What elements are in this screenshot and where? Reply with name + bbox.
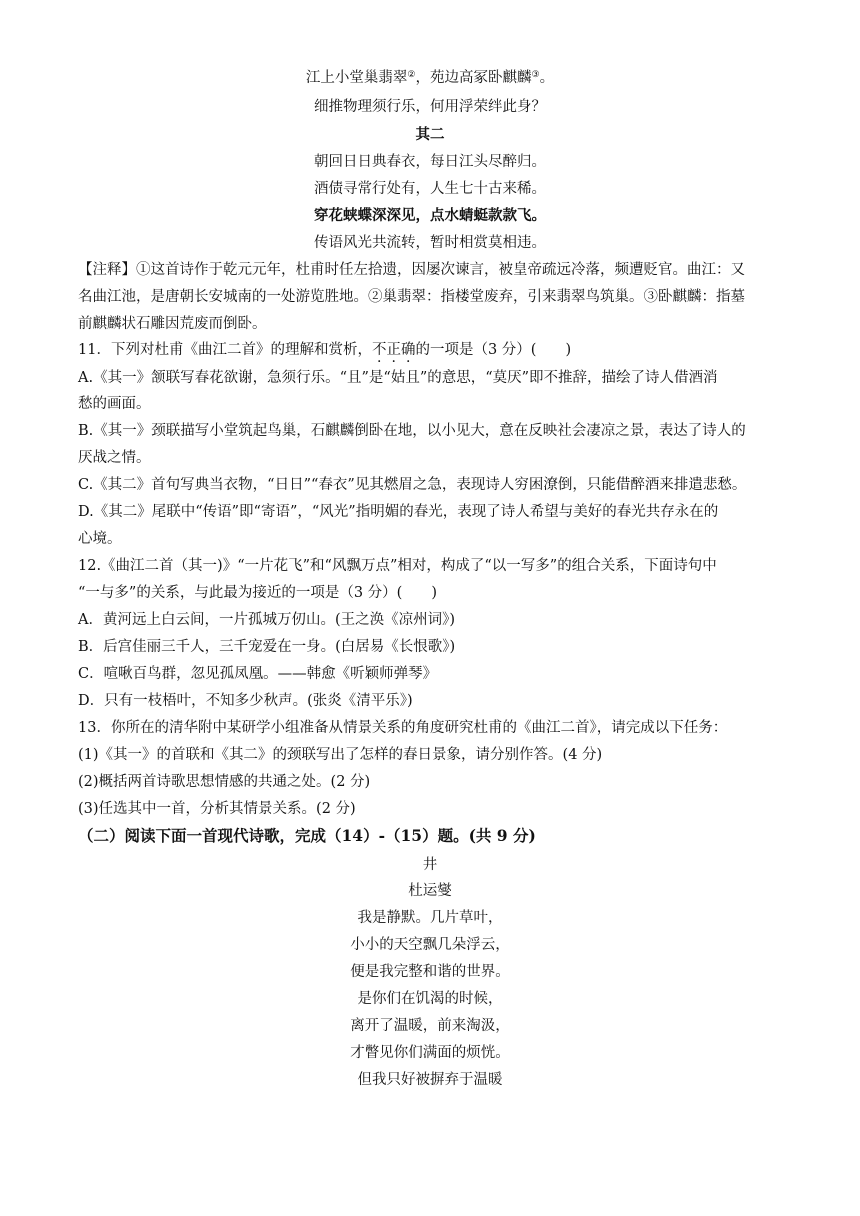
modern-poem-author: 杜运燮	[408, 883, 452, 899]
modern-poem-line: 小小的天空飘几朵浮云，	[350, 937, 510, 953]
poem2-line: 朝回日日典春衣，每日江头尽醉归。	[314, 154, 546, 170]
q13-stem: 13．你所在的清华附中某研学小组准备从情景关系的角度研究杜甫的《曲江二首》，请完成以下任务：	[78, 720, 728, 736]
q12-stem-cont: “一与多”的关系，与此最为接近的一项是（3 分）( )	[78, 585, 437, 601]
modern-poem-line: 是你们在饥渴的时候，	[357, 991, 503, 1007]
footnote-mark-3: ③	[531, 70, 540, 80]
q12-option-b: B．后宫佳丽三千人，三千宠爱在一身。(白居易《长恨歌》)	[78, 639, 456, 655]
q11-stem	[78, 340, 571, 360]
q11-option-b: B.《其一》颈联描写小堂筑起鸟巢，石麒麟倒卧在地，以小见大，意在反映社会凄凉之景，表达了诗人的	[78, 423, 746, 439]
q12-option-c: C．喧啾百鸟群，忽见孤凤凰。——韩愈《听颖师弹琴》	[78, 666, 438, 682]
q13-task-1: (1)《其一》的首联和《其二》的颈联写出了怎样的春日景象，请分别作答。(4 分)	[78, 747, 603, 763]
modern-poem-title: 井	[422, 857, 438, 873]
notes-line: 名曲江池，是唐朝长安城南的一处游览胜地。②巢翡翠：指楼堂废弃，引来翡翠鸟筑巢。③卧麒麟：指墓	[78, 289, 745, 305]
modern-poem-line: 我是静默。几片草叶，	[357, 910, 503, 926]
q13-task-2: (2)概括两首诗歌思想情感的共通之处。(2 分)	[78, 774, 371, 790]
q11-option-a-cont: 愁的画面。	[78, 396, 151, 412]
q11-option-d: D.《其二》尾联中“传语”即“寄语”，“风光”指明媚的春光，表现了诗人希望与美好的春光共存永在的	[78, 504, 719, 520]
poem2-title: 其二	[415, 126, 445, 143]
q11-option-b-cont: 厌战之情。	[78, 450, 151, 466]
q11-option-c: C.《其二》首句写典当衣物，“日日”“春衣”见其燃眉之急，表现诗人穷困潦倒，只能借醉酒来排遣悲愁。	[78, 477, 747, 493]
modern-poem-line: 离开了温暖，前来淘汲，	[350, 1018, 510, 1034]
footnote-mark-2: ②	[407, 70, 416, 80]
emphasis-char: 正	[386, 342, 401, 358]
q12-stem: 12.《曲江二首（其一)》“一片花飞”和“风飘万点”相对，构成了“以一写多”的组合关系，下面诗句中	[78, 558, 717, 574]
poem2-line: 传语风光共流转，暂时相赏莫相违。	[314, 235, 546, 251]
section-heading: （二）阅读下面一首现代诗歌，完成（14）-（15）题。(共 9 分)	[78, 826, 536, 845]
emphasis-char: 确	[400, 342, 416, 358]
emphasis-char: 不	[371, 342, 387, 358]
modern-poem-line: 便是我完整和谐的世界。	[350, 964, 510, 980]
modern-poem-line: 但我只好被摒弃于温暖	[357, 1072, 503, 1088]
q11-option-a: A.《其一》颔联写春花欲谢，急须行乐。“且”是“姑且”的意思，“莫厌”即不推辞，描绘了诗人借酒消	[78, 370, 718, 386]
q12-option-a: A．黄河远上白云间，一片孤城万仞山。(王之涣《凉州词》)	[78, 612, 456, 628]
q13-task-3: (3)任选其中一首，分析其情景关系。(2 分)	[78, 801, 356, 817]
poem1-line5	[0, 68, 860, 88]
modern-poem-line: 才瞥见你们满面的烦恍。	[350, 1045, 510, 1061]
notes-line: 【注释】①这首诗作于乾元元年，杜甫时任左拾遗，因屡次谏言，被皇帝疏远冷落，频遭贬官。曲江：又	[78, 262, 745, 278]
notes-line: 前麒麟状石雕因荒废而倒卧。	[78, 316, 267, 332]
poem2-line: 穿花蛱蝶深深见，点水蜻蜓款款飞。	[314, 207, 546, 224]
poem1-line5-text-a: 江上小堂巢翡翠	[305, 70, 408, 86]
poem1-line5-text-b: ，苑边高冢卧麒麟	[415, 70, 532, 86]
q11-stem-text: 11．下列对杜甫《曲江二首》的理解和赏析，	[78, 342, 372, 358]
poem1-line5-text-c: 。	[539, 70, 555, 86]
q12-option-d: D．只有一枝梧叶，不知多少秋声。(张炎《清平乐》)	[78, 693, 413, 709]
poem1-line6: 细推物理须行乐，何用浮荣绊此身？	[314, 99, 546, 115]
poem2-line: 酒债寻常行处有，人生七十古来稀。	[314, 181, 546, 197]
q11-option-d-cont: 心境。	[78, 531, 122, 547]
q11-stem-text: 的一项是（3 分）( )	[415, 342, 572, 358]
